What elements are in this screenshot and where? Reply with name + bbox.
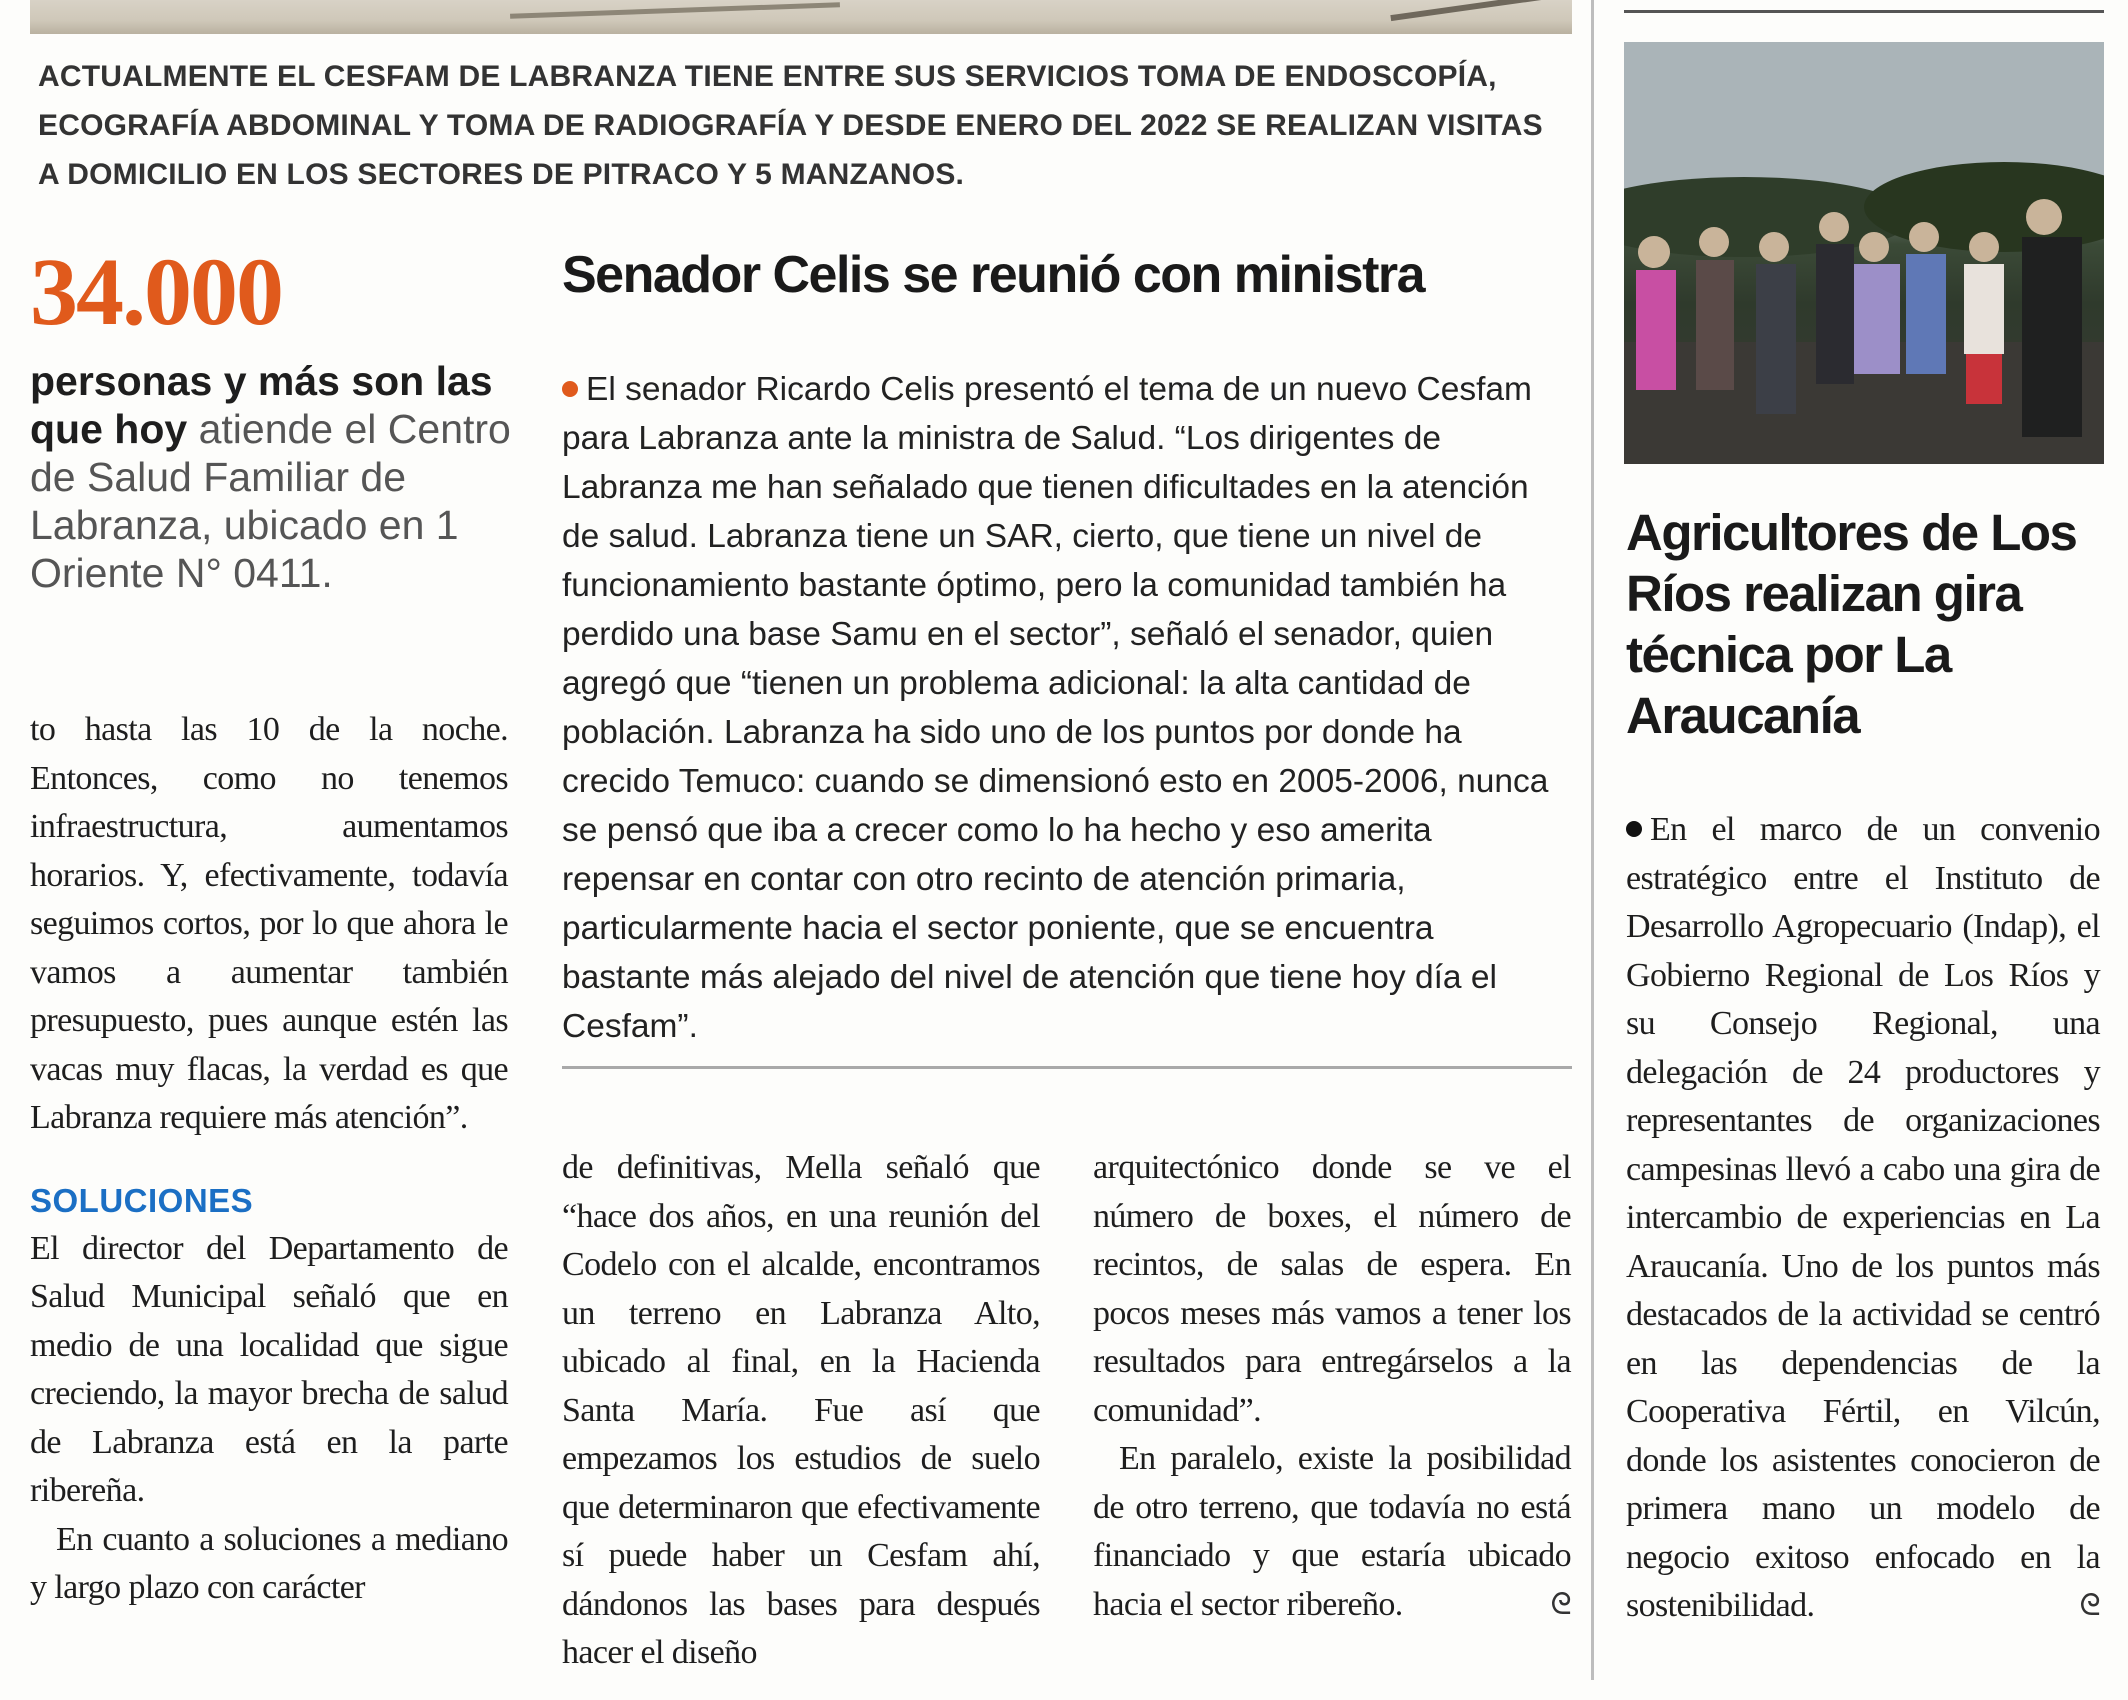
end-mark-icon: ᘓ bbox=[2079, 1589, 2100, 1622]
article-divider bbox=[562, 1066, 1572, 1069]
body-column-middle bbox=[562, 1144, 1040, 1678]
stat-label bbox=[30, 357, 520, 597]
stat-label-rest: atiende el Centro de Salud Familiar de Labranza, ubicado en 1 Oriente N° 0411. bbox=[30, 406, 511, 596]
body-column-left bbox=[30, 706, 508, 1613]
sidebar-top-rule bbox=[1624, 10, 2104, 13]
column-divider bbox=[1591, 0, 1594, 1680]
body-paragraph-text: En paralelo, existe la posibilidad de otro terreno, que todavía no está financiado y que estaría ubicado hacia el sector ribereño. bbox=[1093, 1440, 1571, 1623]
article-headline: Senador Celis se reunió con ministra bbox=[562, 246, 1425, 304]
stat-number: 34.000 bbox=[30, 238, 282, 345]
group-photo-illustration bbox=[1624, 42, 2104, 464]
photo-caption: ACTUALMENTE EL CESFAM DE LABRANZA TIENE ENTRE SUS SERVICIOS TOMA DE ENDOSCOPÍA, ECOGRAFÍA ABDOMINAL Y TOMA DE RADIOGRAFÍA Y DESDE ENERO DEL 2022 SE REALIZAN VISITAS A DOMICILIO EN LOS SECTORES DE PITRACO Y 5 MANZANOS. bbox=[38, 60, 1543, 191]
sidebar-body-text: En el marco de un convenio estratégico entre el Instituto de Desarrollo Agropecuario (Indap), el Gobierno Regional de Los Ríos y su Consejo Regional, una delegación de 24 productores y representantes de organizaciones campesinas llevó a cabo una gira de intercambio de experiencias en La Araucanía. Uno de los puntos más destacados de la actividad se centró en las dependencias de la Cooperativa Fértil, en Vilcún, donde los asistentes conocieron de primera mano un modelo de negocio exitoso enfocado en la sostenibilidad. bbox=[1626, 811, 2100, 1624]
sidebar-body bbox=[1626, 806, 2100, 1631]
top-photo bbox=[30, 0, 1572, 34]
bullet-icon bbox=[1626, 821, 1642, 837]
body-paragraph: to hasta las 10 de la noche. Entonces, como no tenemos infraestructura, aumentamos horarios. Y, efectivamente, todavía seguimos cortos, por lo que ahora le vamos a aumentar también presupuesto, pues aunque estén las vacas muy flacas, la verdad es que Labranza requiere más atención”. bbox=[30, 711, 508, 1136]
body-paragraph bbox=[1093, 1435, 1571, 1629]
article-lead-text: El senador Ricardo Celis presentó el tema de un nuevo Cesfam para Labranza ante la ministra de Salud. “Los dirigentes de Labranza me han señalado que tienen dificultades en la atención de salud. Labranza tiene un SAR, cierto, que tiene un nivel de funcionamiento bastante óptimo, pero la comunidad también ha perdido una base Samu en el sector”, señaló el senador, quien agregó que “tienen un problema adicional: la alta cantidad de población. Labranza ha sido uno de los puntos por donde ha crecido Temuco: cuando se dimensionó esto en 2005-2006, nunca se pensó que iba a crecer como lo ha hecho y eso amerita repensar en contar con otro recinto de atención primaria, particularmente hacia el sector poniente, que se encuentra bastante más alejado del nivel de atención que tiene hoy día el Cesfam”. bbox=[562, 371, 1549, 1045]
body-paragraph: El director del Departamento de Salud Municipal señaló que en medio de una localidad que sigue creciendo, la mayor brecha de salud de Labranza está en la parte ribereña. bbox=[30, 1229, 508, 1509]
sidebar-headline: Agricultores de Los Ríos realizan gira técnica por La Araucanía bbox=[1626, 504, 2077, 744]
body-column-right bbox=[1093, 1144, 1571, 1629]
section-subhead: SOLUCIONES bbox=[30, 1181, 254, 1219]
bullet-icon bbox=[562, 381, 578, 397]
article-lead bbox=[562, 365, 1568, 1051]
body-paragraph: En cuanto a soluciones a mediano y largo plazo con carácter bbox=[30, 1520, 508, 1606]
sidebar-photo bbox=[1624, 42, 2104, 464]
end-mark-icon: ᘓ bbox=[1550, 1587, 1571, 1621]
body-paragraph: arquitectónico donde se ve el número de boxes, el número de recintos, de salas de espera. En pocos meses más vamos a tener los resultados para entregárselos a la comunidad”. bbox=[1093, 1149, 1571, 1429]
stat-label-bold: personas y más son las que hoy bbox=[30, 358, 493, 452]
body-paragraph: de definitivas, Mella señaló que “hace dos años, en una reunión del Codelo con el alcalde, encontramos un terreno en Labranza Alto, ubicado al final, en la Hacienda Santa María. Fue así que empezamos los estudios de suelo que determinaron que efectivamente sí puede haber un Cesfam ahí, dándonos las bases para después hacer el diseño bbox=[562, 1149, 1040, 1671]
